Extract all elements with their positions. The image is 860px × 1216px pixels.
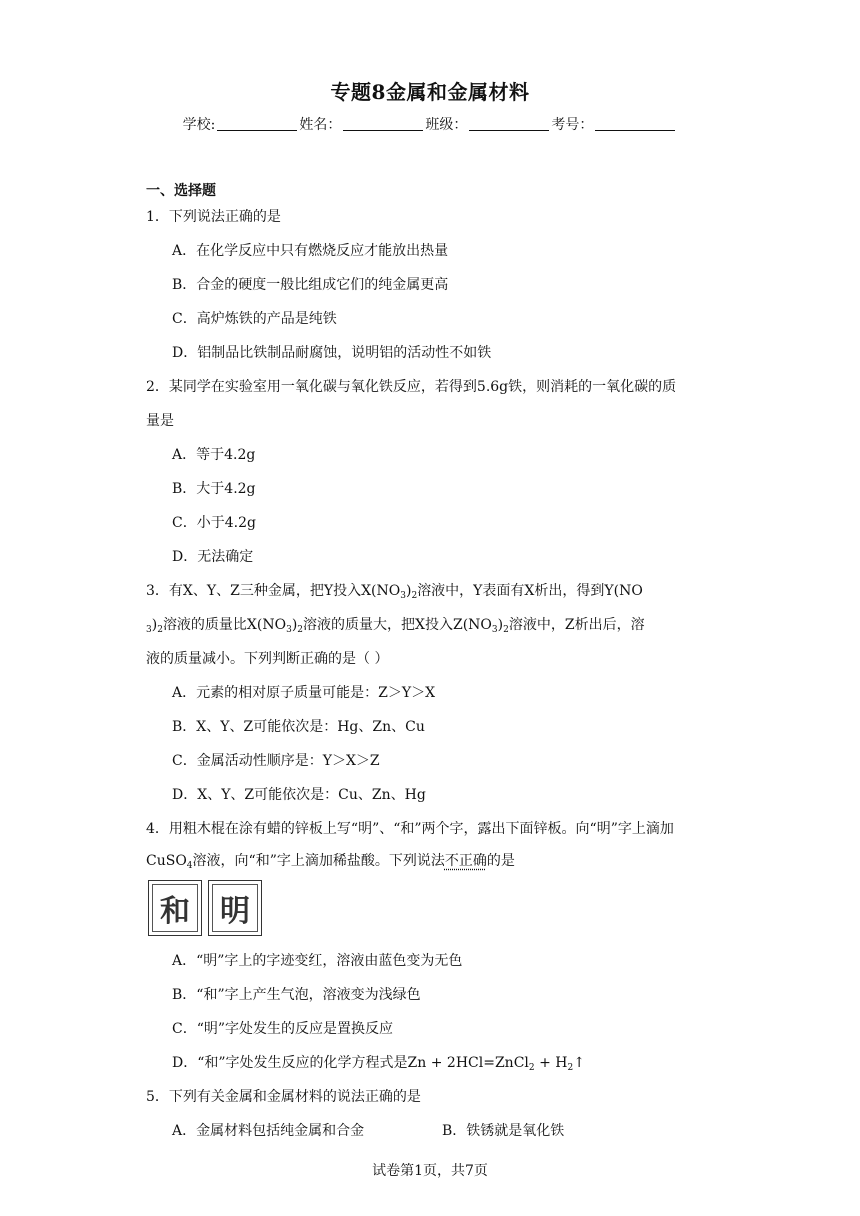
class-blank[interactable] (469, 120, 549, 131)
page-footer: 试卷第1页，共7页 (372, 1163, 488, 1179)
zinc-plate-figure-ming (208, 880, 262, 936)
q5-stem: 5．下列有关金属和金属材料的说法正确的是 (146, 1089, 421, 1105)
q4-option-b: B．“和”字上产生气泡，溶液变为浅绿色 (172, 987, 421, 1003)
q2-option-c: C．小于4.2g (172, 515, 256, 531)
student-info-line (0, 114, 860, 134)
class-label: 班级： (425, 117, 468, 133)
q3-option-d: D．X、Y、Z可能依次是：Cu、Zn、Hg (172, 787, 426, 803)
q5-option-a: A．金属材料包括纯金属和合金 (172, 1123, 365, 1139)
q1-option-c: C．高炉炼铁的产品是纯铁 (172, 311, 337, 327)
q4-option-a: A．“明”字上的字迹变红，溶液由蓝色变为无色 (172, 953, 463, 969)
q4-stem-line2: CuSO$_4$溶液，向“和”字上滴加稀盐酸。下列说法不正确的是 (146, 853, 515, 871)
q3-stem-line2: $_3)_2$溶液的质量比$X(NO_3)_2$溶液的质量大，把X投入$Z(NO_3)_2$溶液中，Z析出后，溶 (146, 617, 645, 635)
school-label: 学校: (182, 117, 216, 133)
figure-character-ming: 明 (212, 884, 258, 932)
section-heading: 一、选择题 (146, 183, 216, 199)
exam-no-label: 考号： (551, 117, 594, 133)
school-blank[interactable] (217, 120, 297, 131)
q2-option-b: B．大于4.2g (172, 481, 256, 497)
q1-option-d: D．铝制品比铁制品耐腐蚀，说明铝的活动性不如铁 (172, 345, 492, 361)
q4-stem-line1: 4．用粗木棍在涂有蜡的锌板上写“明”、“和”两个字，露出下面锌板。向“明”字上滴加 (146, 821, 674, 837)
name-blank[interactable] (343, 120, 423, 131)
q2-option-d: D．无法确定 (172, 549, 254, 565)
zinc-plate-figure-he (148, 880, 202, 936)
q4-option-d: D．“和”字处发生反应的化学方程式是Zn + 2HCl=ZnCl$_2$ + $H_2↑$ (172, 1055, 585, 1073)
emphasis-not-correct: 不正确 (444, 853, 487, 869)
q5-option-b: B．铁锈就是氧化铁 (442, 1123, 565, 1139)
q2-stem-line1: 2．某同学在实验室用一氧化碳与氧化铁反应，若得到5.6g铁，则消耗的一氧化碳的质 (146, 379, 677, 395)
page-title: 专题8金属和金属材料 (330, 80, 530, 104)
q4-option-c: C．“明”字处发生的反应是置换反应 (172, 1021, 394, 1037)
exam-no-blank[interactable] (595, 120, 675, 131)
q3-option-a: A．元素的相对原子质量可能是：Z＞Y＞X (172, 685, 436, 701)
name-label: 姓名： (299, 117, 342, 133)
q3-stem-line1: 3．有X、Y、Z三种金属，把Y投入$X(NO_3)_2$溶液中，Y表面有X析出，得到Y(NO (146, 583, 643, 601)
q3-option-c: C．金属活动性顺序是：Y＞X＞Z (172, 753, 380, 769)
q2-stem-line2: 量是 (146, 413, 174, 429)
figure-character-he: 和 (152, 884, 198, 932)
q3-stem-line3: 液的质量减小。下列判断正确的是（ ） (146, 651, 389, 667)
q3-option-b: B．X、Y、Z可能依次是：Hg、Zn、Cu (172, 719, 425, 735)
q2-option-a: A．等于4.2g (172, 447, 256, 463)
q1-option-b: B．合金的硬度一般比组成它们的纯金属更高 (172, 277, 449, 293)
q1-option-a: A．在化学反应中只有燃烧反应才能放出热量 (172, 243, 449, 259)
q1-stem: 1．下列说法正确的是 (146, 209, 281, 225)
